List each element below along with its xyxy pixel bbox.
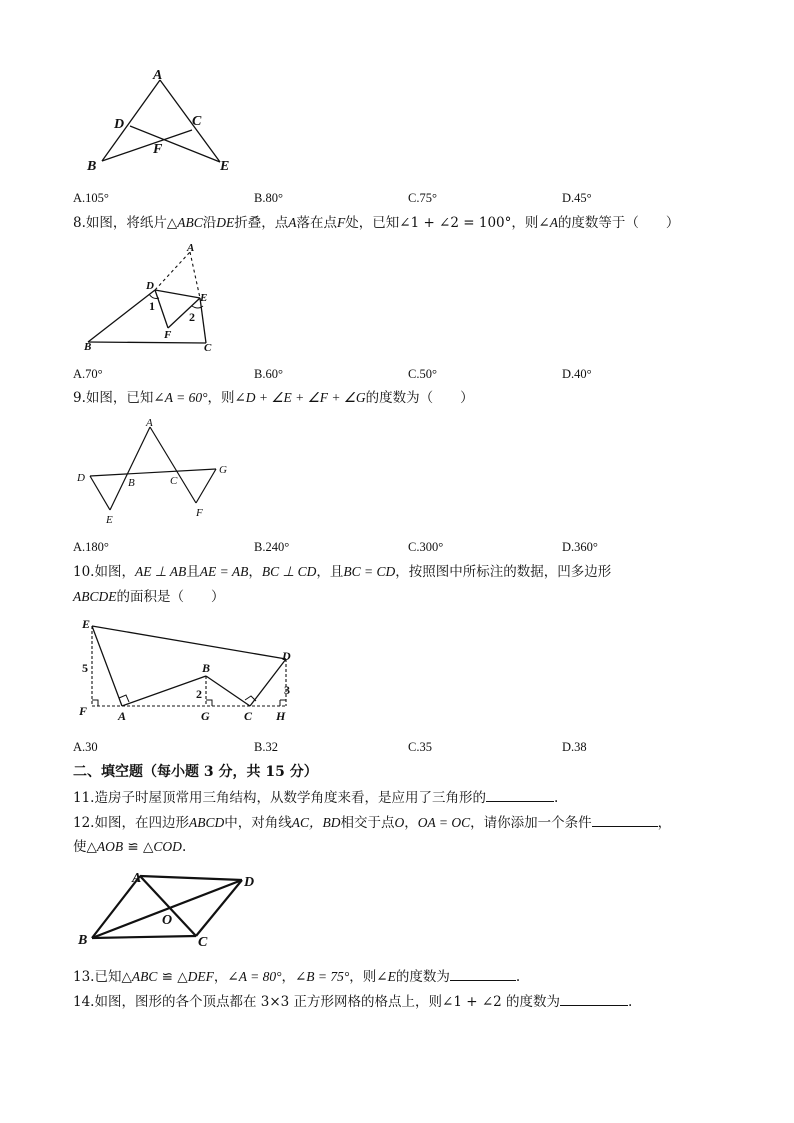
q8-label-A: A: [187, 242, 195, 254]
q14-answer-blank[interactable]: [560, 991, 628, 1006]
q7-option-a: A.105°: [73, 191, 109, 205]
q7-label-E: E: [220, 159, 230, 174]
q9-label-D: D: [77, 472, 85, 484]
q12-label-B: B: [78, 933, 88, 948]
q11-stem: 11.造房子时屋顶常用三角结构，从数学角度来看，是应用了三角形的 .: [73, 787, 558, 808]
q10-label-E: E: [82, 617, 91, 631]
q9-label-G: G: [219, 464, 227, 476]
q13-stem: 13.已知△ABC ≌ △DEF，∠A = 80°，∠B = 75°，则∠E的度数为 .: [73, 966, 520, 987]
q10-label-A: A: [118, 709, 127, 723]
q12-figure: [74, 864, 274, 954]
q9-label-C: C: [170, 475, 178, 487]
q10-option-a: A.30: [73, 740, 98, 754]
q10-stem-line1: 10.如图，AE ⊥ AB且AE = AB，BC ⊥ CD，且BC = CD，按照图中所标注的数据，凹多边形: [73, 564, 612, 580]
q9-label-B: B: [128, 477, 135, 489]
q10-label-C: C: [244, 709, 253, 723]
q10-label-B: B: [202, 661, 211, 675]
q9-option-d: D.360°: [562, 540, 598, 554]
q8-label-E: E: [200, 292, 208, 304]
q8-stem: 8.如图，将纸片△ABC沿DE折叠，点A落在点F处，已知∠1 + ∠2 = 100°，则∠A的度数等于（ ）: [73, 215, 680, 231]
q7-label-A: A: [153, 68, 163, 83]
q9-stem: 9.如图，已知∠A = 60°，则∠D + ∠E + ∠F + ∠G的度数为（ ）: [73, 390, 474, 406]
q9-option-b: B.240°: [254, 540, 290, 554]
q9-label-F: F: [196, 507, 203, 519]
q13-answer-blank[interactable]: [450, 966, 516, 981]
q8-label-2: 2: [189, 310, 195, 324]
q9-figure: [72, 414, 242, 529]
q10-label-2: 2: [196, 687, 202, 701]
q7-label-B: B: [87, 159, 97, 174]
section-2-title: 二、填空题（每小题 3 分，共 15 分）: [73, 764, 318, 780]
q12-answer-blank[interactable]: [592, 812, 658, 827]
q7-option-d: D.45°: [562, 191, 592, 205]
q10-option-c: C.35: [408, 740, 432, 754]
q12-stem-line2: 使△AOB ≌ △COD.: [73, 839, 187, 855]
q9-option-a: A.180°: [73, 540, 109, 554]
q7-option-c: C.75°: [408, 191, 437, 205]
q9-label-A: A: [146, 417, 153, 429]
q14-stem: 14.如图，图形的各个顶点都在 3×3 正方形网格的格点上，则∠1 + ∠2 的度数为 .: [73, 991, 632, 1012]
q7-label-D: D: [114, 117, 125, 132]
q10-label-G: G: [201, 709, 210, 723]
q12-label-A: A: [132, 871, 142, 886]
q8-label-B: B: [84, 341, 92, 353]
q8-option-c: C.50°: [408, 367, 437, 381]
q12-stem-line1: 12.如图，在四边形ABCD中，对角线AC，BD相交于点O，OA = OC，请你添加一个条件 ，: [73, 812, 671, 833]
q7-option-b: B.80°: [254, 191, 283, 205]
q10-stem-line2: ABCDE的面积是（ ）: [73, 589, 225, 605]
q8-option-d: D.40°: [562, 367, 592, 381]
q9-option-c: C.300°: [408, 540, 444, 554]
q10-option-d: D.38: [562, 740, 587, 754]
q8-option-a: A.70°: [73, 367, 103, 381]
q12-label-D: D: [244, 875, 255, 890]
q7-figure: [80, 66, 250, 178]
q8-label-C: C: [204, 342, 212, 354]
q7-label-F: F: [153, 142, 163, 157]
q10-label-3: 3: [284, 683, 290, 697]
q10-label-F: F: [79, 704, 88, 718]
q9-label-E: E: [106, 514, 113, 526]
q10-option-b: B.32: [254, 740, 278, 754]
q8-label-1: 1: [149, 299, 155, 313]
q8-option-b: B.60°: [254, 367, 283, 381]
q8-label-F: F: [164, 329, 172, 341]
q8-label-D: D: [146, 280, 154, 292]
q10-label-5: 5: [82, 661, 88, 675]
q7-label-C: C: [192, 114, 202, 129]
q11-answer-blank[interactable]: [486, 787, 554, 802]
q10-label-D: D: [282, 649, 291, 663]
q12-label-O: O: [162, 913, 173, 928]
q10-label-H: H: [276, 709, 286, 723]
q8-figure: [80, 240, 230, 355]
q12-label-C: C: [198, 935, 208, 950]
q10-figure: [76, 614, 298, 726]
